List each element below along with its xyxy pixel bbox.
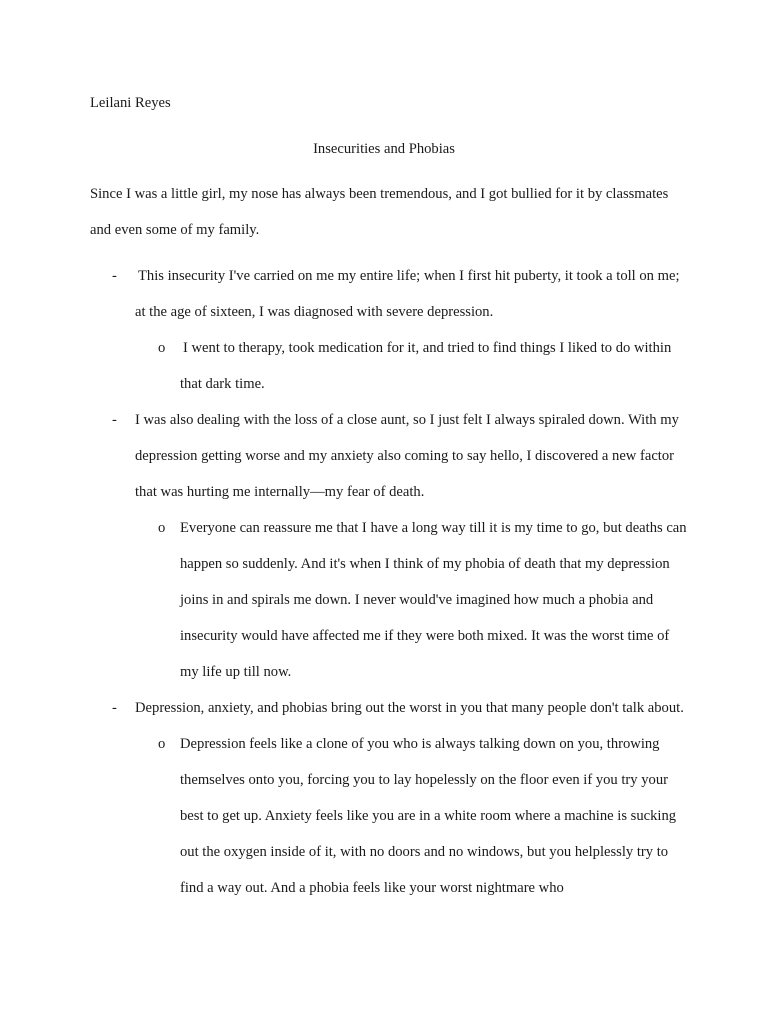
bullet-item [90,258,690,330]
sub-bullet-item [90,726,690,906]
bullet-marker: - [112,268,117,284]
bullet-text: This insecurity I've carried on me my entire life; when I first hit puberty, it took a toll on me; at the age of sixteen, I was diagnosed with severe depression. [135,268,680,320]
bullet-item [90,402,690,510]
bullet-marker: - [112,412,117,428]
author-name: Leilani Reyes [90,95,171,111]
sub-bullet-item [90,330,690,402]
sub-bullet-marker: o [158,520,166,536]
sub-bullet-text: Depression feels like a clone of you who is always talking down on you, throwing themselves onto you, forcing you to lay hopelessly on the floor even if you try your best to get up. Anxiety feels like you are in a white room where a machine is sucking out the oxygen inside of it, with no doors and no windows, but you helplessly try to find a way out. And a phobia feels like your worst nightmare who [180,736,677,896]
bullet-item [90,690,690,726]
bullet-text: I was also dealing with the loss of a close aunt, so I just felt I always spiraled down. With my depression getting worse and my anxiety also coming to say hello, I discovered a new factor that was hurting me internally—my fear of death. [135,412,679,500]
bullet-text: Depression, anxiety, and phobias bring out the worst in you that many people don't talk about. [135,700,684,716]
sub-bullet-text: I went to therapy, took medication for it, and tried to find things I liked to do within that dark time. [180,340,672,392]
intro-paragraph: Since I was a little girl, my nose has always been tremendous, and I got bullied for it by classmates and even some of my family. [90,186,669,238]
sub-bullet-text: Everyone can reassure me that I have a long way till it is my time to go, but deaths can happen so suddenly. And it's when I think of my phobia of death that my depression joins in and spirals me down. I never would've imagined how much a phobia and insecurity would have affected me if they were both mixed. It was the worst time of my life up till now. [180,520,687,680]
document-title: Insecurities and Phobias [313,141,455,157]
bullet-marker: - [112,700,117,716]
sub-bullet-item [90,510,690,690]
sub-bullet-marker: o [158,340,166,356]
bullet-list [90,258,690,906]
sub-bullet-marker: o [158,736,166,752]
